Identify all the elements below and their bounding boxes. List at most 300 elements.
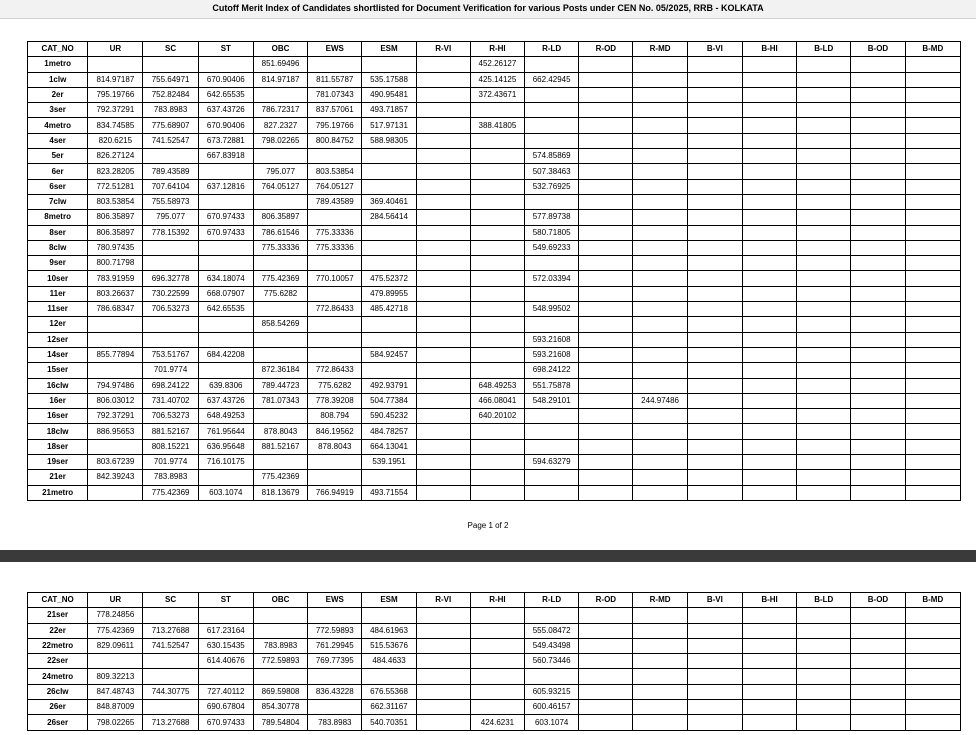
cutoff-cell: [198, 240, 253, 255]
table-row: [28, 654, 961, 669]
cutoff-cell: 858.54269: [253, 317, 307, 332]
cutoff-cell: [633, 455, 687, 470]
cutoff-cell: [253, 608, 307, 623]
cutoff-cell: [851, 455, 905, 470]
cutoff-cell: [742, 669, 796, 684]
cutoff-cell: [797, 271, 851, 286]
cutoff-cell: 869.59808: [253, 684, 307, 699]
cutoff-cell: 532.76925: [525, 179, 579, 194]
cutoff-cell: [687, 455, 742, 470]
cutoff-cell: [797, 179, 851, 194]
cutoff-cell: [905, 302, 960, 317]
cutoff-cell: [633, 194, 687, 209]
table-row: [28, 179, 961, 194]
cutoff-cell: 795.19766: [308, 118, 362, 133]
cutoff-cell: 713.27688: [143, 715, 198, 730]
cutoff-cell: [198, 164, 253, 179]
cutoff-cell: [143, 57, 198, 72]
cutoff-cell: [579, 286, 633, 301]
cutoff-cell: [905, 332, 960, 347]
column-header: R-MD: [633, 42, 687, 57]
cutoff-cell: [633, 317, 687, 332]
cutoff-cell: 670.90406: [198, 118, 253, 133]
cutoff-cell: [416, 118, 470, 133]
cutoff-cell: 698.24122: [143, 378, 198, 393]
cutoff-cell: [905, 409, 960, 424]
cutoff-cell: 786.61546: [253, 225, 307, 240]
cutoff-cell: [308, 57, 362, 72]
cutoff-cell: [633, 470, 687, 485]
cutoff-cell: [416, 72, 470, 87]
cutoff-cell: [633, 210, 687, 225]
cutoff-cell: [416, 409, 470, 424]
cutoff-cell: 634.18074: [198, 271, 253, 286]
cutoff-cell: [742, 179, 796, 194]
cutoff-cell: [579, 485, 633, 500]
cutoff-cell: [687, 470, 742, 485]
cutoff-cell: [253, 623, 307, 638]
category-cell: 15ser: [28, 363, 88, 378]
cutoff-cell: [198, 470, 253, 485]
cutoff-cell: [362, 470, 416, 485]
cutoff-cell: [416, 317, 470, 332]
cutoff-cell: [742, 378, 796, 393]
table-row: [28, 194, 961, 209]
cutoff-cell: [851, 684, 905, 699]
cutoff-cell: [633, 715, 687, 730]
cutoff-cell: [633, 378, 687, 393]
column-header: EWS: [308, 42, 362, 57]
cutoff-cell: [797, 347, 851, 362]
cutoff-cell: [797, 72, 851, 87]
cutoff-cell: 560.73446: [525, 654, 579, 669]
column-header: CAT_NO: [28, 42, 88, 57]
cutoff-cell: [416, 256, 470, 271]
cutoff-cell: [851, 271, 905, 286]
table-row: [28, 332, 961, 347]
cutoff-cell: [797, 485, 851, 500]
cutoff-cell: [416, 210, 470, 225]
column-header: B-VI: [687, 42, 742, 57]
column-header: ST: [198, 593, 253, 608]
cutoff-cell: [470, 225, 524, 240]
cutoff-cell: [362, 179, 416, 194]
cutoff-cell: 814.97187: [253, 72, 307, 87]
cutoff-cell: [143, 654, 198, 669]
cutoff-cell: [905, 363, 960, 378]
cutoff-cell: [687, 164, 742, 179]
cutoff-cell: 696.32778: [143, 271, 198, 286]
column-header: R-LD: [525, 593, 579, 608]
cutoff-cell: [416, 470, 470, 485]
cutoff-cell: [687, 103, 742, 118]
cutoff-cell: [416, 378, 470, 393]
cutoff-cell: [579, 715, 633, 730]
column-header: ESM: [362, 42, 416, 57]
cutoff-cell: [416, 87, 470, 102]
cutoff-cell: [633, 654, 687, 669]
cutoff-cell: 539.1951: [362, 455, 416, 470]
category-cell: 22ser: [28, 654, 88, 669]
cutoff-cell: [797, 409, 851, 424]
cutoff-cell: [579, 194, 633, 209]
cutoff-cell: 878.8043: [253, 424, 307, 439]
cutoff-cell: 778.39208: [308, 393, 362, 408]
cutoff-cell: [742, 149, 796, 164]
cutoff-cell: [851, 164, 905, 179]
table-row: [28, 424, 961, 439]
column-header: SC: [143, 42, 198, 57]
cutoff-cell: 827.2327: [253, 118, 307, 133]
cutoff-cell: [416, 638, 470, 653]
cutoff-cell: 803.53854: [308, 164, 362, 179]
cutoff-cell: 775.6282: [253, 286, 307, 301]
cutoff-cell: 424.6231: [470, 715, 524, 730]
cutoff-cell: 648.49253: [198, 409, 253, 424]
cutoff-cell: [88, 485, 143, 500]
table-row: [28, 439, 961, 454]
cutoff-cell: [797, 363, 851, 378]
cutoff-cell: [687, 684, 742, 699]
cutoff-cell: [253, 256, 307, 271]
cutoff-cell: [633, 240, 687, 255]
cutoff-cell: 798.02265: [253, 133, 307, 148]
cutoff-cell: [797, 638, 851, 653]
column-header: R-HI: [470, 593, 524, 608]
cutoff-cell: 783.91959: [88, 271, 143, 286]
cutoff-cell: [633, 623, 687, 638]
cutoff-cell: [797, 439, 851, 454]
cutoff-cell: 369.40461: [362, 194, 416, 209]
cutoff-cell: 670.97433: [198, 715, 253, 730]
cutoff-cell: [253, 332, 307, 347]
cutoff-cell: [797, 623, 851, 638]
cutoff-cell: [198, 194, 253, 209]
cutoff-cell: [416, 225, 470, 240]
cutoff-cell: [742, 409, 796, 424]
cutoff-cell: [416, 194, 470, 209]
cutoff-cell: [797, 393, 851, 408]
cutoff-cell: [416, 179, 470, 194]
cutoff-cell: [905, 317, 960, 332]
cutoff-cell: [797, 378, 851, 393]
cutoff-cell: [579, 103, 633, 118]
cutoff-cell: [579, 700, 633, 715]
cutoff-cell: [687, 378, 742, 393]
cutoff-cell: [579, 72, 633, 87]
cutoff-cell: [797, 700, 851, 715]
cutoff-cell: [143, 332, 198, 347]
cutoff-cell: [905, 347, 960, 362]
cutoff-cell: [797, 256, 851, 271]
cutoff-cell: [416, 286, 470, 301]
cutoff-cell: [253, 347, 307, 362]
cutoff-cell: [687, 72, 742, 87]
cutoff-cell: 713.27688: [143, 623, 198, 638]
cutoff-cell: [797, 715, 851, 730]
cutoff-cell: [687, 393, 742, 408]
cutoff-cell: 636.95648: [198, 439, 253, 454]
cutoff-cell: 600.46157: [525, 700, 579, 715]
cutoff-cell: [905, 118, 960, 133]
cutoff-cell: 485.42718: [362, 302, 416, 317]
cutoff-cell: [797, 225, 851, 240]
cutoff-cell: 707.64104: [143, 179, 198, 194]
cutoff-cell: 741.52547: [143, 133, 198, 148]
cutoff-cell: [687, 118, 742, 133]
cutoff-cell: 855.77894: [88, 347, 143, 362]
table-row: [28, 684, 961, 699]
cutoff-cell: [253, 409, 307, 424]
category-cell: 6ser: [28, 179, 88, 194]
cutoff-cell: [198, 363, 253, 378]
cutoff-cell: [905, 439, 960, 454]
cutoff-cell: 676.55368: [362, 684, 416, 699]
table-row: [28, 210, 961, 225]
cutoff-cell: [633, 87, 687, 102]
cutoff-cell: 640.20102: [470, 409, 524, 424]
cutoff-cell: 775.68907: [143, 118, 198, 133]
cutoff-cell: [905, 149, 960, 164]
cutoff-cell: 637.43726: [198, 393, 253, 408]
cutoff-cell: [470, 194, 524, 209]
cutoff-cell: [416, 57, 470, 72]
column-header: R-HI: [470, 42, 524, 57]
cutoff-cell: [851, 378, 905, 393]
cutoff-cell: [143, 317, 198, 332]
cutoff-cell: [253, 302, 307, 317]
cutoff-cell: [579, 164, 633, 179]
category-cell: 9ser: [28, 256, 88, 271]
cutoff-cell: [687, 317, 742, 332]
cutoff-cell: [905, 87, 960, 102]
category-cell: 4ser: [28, 133, 88, 148]
cutoff-cell: [797, 424, 851, 439]
cutoff-cell: [687, 210, 742, 225]
cutoff-cell: 775.42369: [143, 485, 198, 500]
cutoff-cell: [742, 133, 796, 148]
cutoff-cell: [851, 225, 905, 240]
category-cell: 6er: [28, 164, 88, 179]
cutoff-cell: [143, 608, 198, 623]
cutoff-cell: 662.42945: [525, 72, 579, 87]
cutoff-cell: 846.19562: [308, 424, 362, 439]
cutoff-cell: [687, 194, 742, 209]
cutoff-cell: [633, 608, 687, 623]
cutoff-cell: 507.38463: [525, 164, 579, 179]
cutoff-cell: 535.17588: [362, 72, 416, 87]
cutoff-cell: [525, 485, 579, 500]
cutoff-cell: [797, 286, 851, 301]
cutoff-cell: [633, 684, 687, 699]
cutoff-cell: 648.49253: [470, 378, 524, 393]
cutoff-cell: [470, 638, 524, 653]
cutoff-cell: 806.35897: [88, 210, 143, 225]
cutoff-cell: [851, 608, 905, 623]
cutoff-cell: [470, 363, 524, 378]
cutoff-cell: [308, 286, 362, 301]
cutoff-cell: 484.61963: [362, 623, 416, 638]
cutoff-cell: 515.53676: [362, 638, 416, 653]
cutoff-cell: 593.21608: [525, 332, 579, 347]
category-cell: 1metro: [28, 57, 88, 72]
cutoff-cell: [416, 715, 470, 730]
table-row: [28, 715, 961, 730]
cutoff-cell: [687, 715, 742, 730]
cutoff-cell: [905, 470, 960, 485]
table-row: [28, 286, 961, 301]
cutoff-cell: [797, 654, 851, 669]
cutoff-cell: [905, 286, 960, 301]
cutoff-cell: [470, 149, 524, 164]
cutoff-cell: [308, 608, 362, 623]
cutoff-cell: 572.03394: [525, 271, 579, 286]
cutoff-cell: 783.8983: [143, 103, 198, 118]
cutoff-cell: [687, 669, 742, 684]
title-band: [0, 0, 976, 19]
column-header: B-LD: [797, 593, 851, 608]
cutoff-cell: [416, 455, 470, 470]
cutoff-cell: [851, 133, 905, 148]
cutoff-cell: [742, 424, 796, 439]
cutoff-cell: 744.30775: [143, 684, 198, 699]
cutoff-cell: 811.55787: [308, 72, 362, 87]
cutoff-cell: [525, 286, 579, 301]
cutoff-cell: 642.65535: [198, 87, 253, 102]
cutoff-cell: 761.95644: [198, 424, 253, 439]
cutoff-cell: [633, 424, 687, 439]
table-header-row: [28, 593, 961, 608]
cutoff-cell: [851, 669, 905, 684]
cutoff-cell: 755.58973: [143, 194, 198, 209]
table-row: [28, 363, 961, 378]
cutoff-cell: [416, 654, 470, 669]
cutoff-cell: [470, 684, 524, 699]
cutoff-cell: [687, 256, 742, 271]
cutoff-cell: [851, 149, 905, 164]
cutoff-cell: [687, 439, 742, 454]
cutoff-cell: [416, 439, 470, 454]
cutoff-cell: 727.40112: [198, 684, 253, 699]
cutoff-cell: [797, 302, 851, 317]
cutoff-cell: [416, 623, 470, 638]
cutoff-cell: 803.67239: [88, 455, 143, 470]
category-cell: 2er: [28, 87, 88, 102]
cutoff-cell: [362, 57, 416, 72]
cutoff-cell: 795.077: [143, 210, 198, 225]
cutoff-cell: [742, 363, 796, 378]
cutoff-cell: [905, 256, 960, 271]
cutoff-cell: [579, 118, 633, 133]
cutoff-cell: [579, 332, 633, 347]
cutoff-cell: [742, 225, 796, 240]
cutoff-cell: 244.97486: [633, 393, 687, 408]
column-header: R-LD: [525, 42, 579, 57]
cutoff-cell: [88, 654, 143, 669]
cutoff-cell: [198, 608, 253, 623]
cutoff-cell: 574.85869: [525, 149, 579, 164]
table-row: [28, 57, 961, 72]
cutoff-cell: [525, 57, 579, 72]
category-cell: 8ser: [28, 225, 88, 240]
cutoff-cell: [905, 378, 960, 393]
page-number: Page 1 of 2: [467, 521, 509, 530]
category-cell: 21metro: [28, 485, 88, 500]
cutoff-cell: [470, 103, 524, 118]
cutoff-cell: [416, 700, 470, 715]
cutoff-cell: [579, 256, 633, 271]
cutoff-cell: [851, 194, 905, 209]
cutoff-cell: [470, 669, 524, 684]
cutoff-cell: [687, 638, 742, 653]
cutoff-cell: [362, 669, 416, 684]
document-page-2: [0, 562, 976, 735]
cutoff-cell: 818.13679: [253, 485, 307, 500]
cutoff-cell: [633, 72, 687, 87]
cutoff-cell: 493.71857: [362, 103, 416, 118]
table-row: [28, 623, 961, 638]
cutoff-cell: [470, 179, 524, 194]
cutoff-cell: [525, 669, 579, 684]
column-header: B-OD: [851, 42, 905, 57]
column-header: R-VI: [416, 42, 470, 57]
cutoff-cell: [687, 654, 742, 669]
cutoff-cell: [797, 332, 851, 347]
cutoff-cell: [851, 638, 905, 653]
cutoff-cell: 662.31167: [362, 700, 416, 715]
cutoff-cell: [797, 210, 851, 225]
cutoff-cell: [905, 103, 960, 118]
cutoff-cell: [416, 485, 470, 500]
cutoff-cell: [470, 164, 524, 179]
cutoff-cell: [851, 347, 905, 362]
cutoff-cell: 800.84752: [308, 133, 362, 148]
table-row: [28, 87, 961, 102]
cutoff-cell: [633, 363, 687, 378]
cutoff-cell: [851, 302, 905, 317]
cutoff-cell: [308, 455, 362, 470]
cutoff-cell: [416, 271, 470, 286]
cutoff-cell: [633, 286, 687, 301]
cutoff-cell: [742, 332, 796, 347]
cutoff-cell: [742, 347, 796, 362]
table-row: [28, 256, 961, 271]
cutoff-cell: 872.36184: [253, 363, 307, 378]
cutoff-cell: [416, 608, 470, 623]
cutoff-cell: [579, 654, 633, 669]
cutoff-cell: [253, 669, 307, 684]
cutoff-cell: [687, 240, 742, 255]
cutoff-cell: [308, 332, 362, 347]
cutoff-cell: [687, 424, 742, 439]
cutoff-cell: [797, 317, 851, 332]
cutoff-cell: [687, 363, 742, 378]
cutoff-cell: [470, 302, 524, 317]
cutoff-cell: [633, 57, 687, 72]
column-header: B-LD: [797, 42, 851, 57]
cutoff-cell: 772.86433: [308, 302, 362, 317]
cutoff-cell: [905, 179, 960, 194]
cutoff-cell: [579, 669, 633, 684]
cutoff-cell: 630.15435: [198, 638, 253, 653]
cutoff-cell: [525, 103, 579, 118]
cutoff-cell: [742, 256, 796, 271]
cutoff-cell: [797, 118, 851, 133]
cutoff-cell: [579, 363, 633, 378]
cutoff-cell: [88, 439, 143, 454]
cutoff-cell: [905, 608, 960, 623]
cutoff-cell: [308, 256, 362, 271]
